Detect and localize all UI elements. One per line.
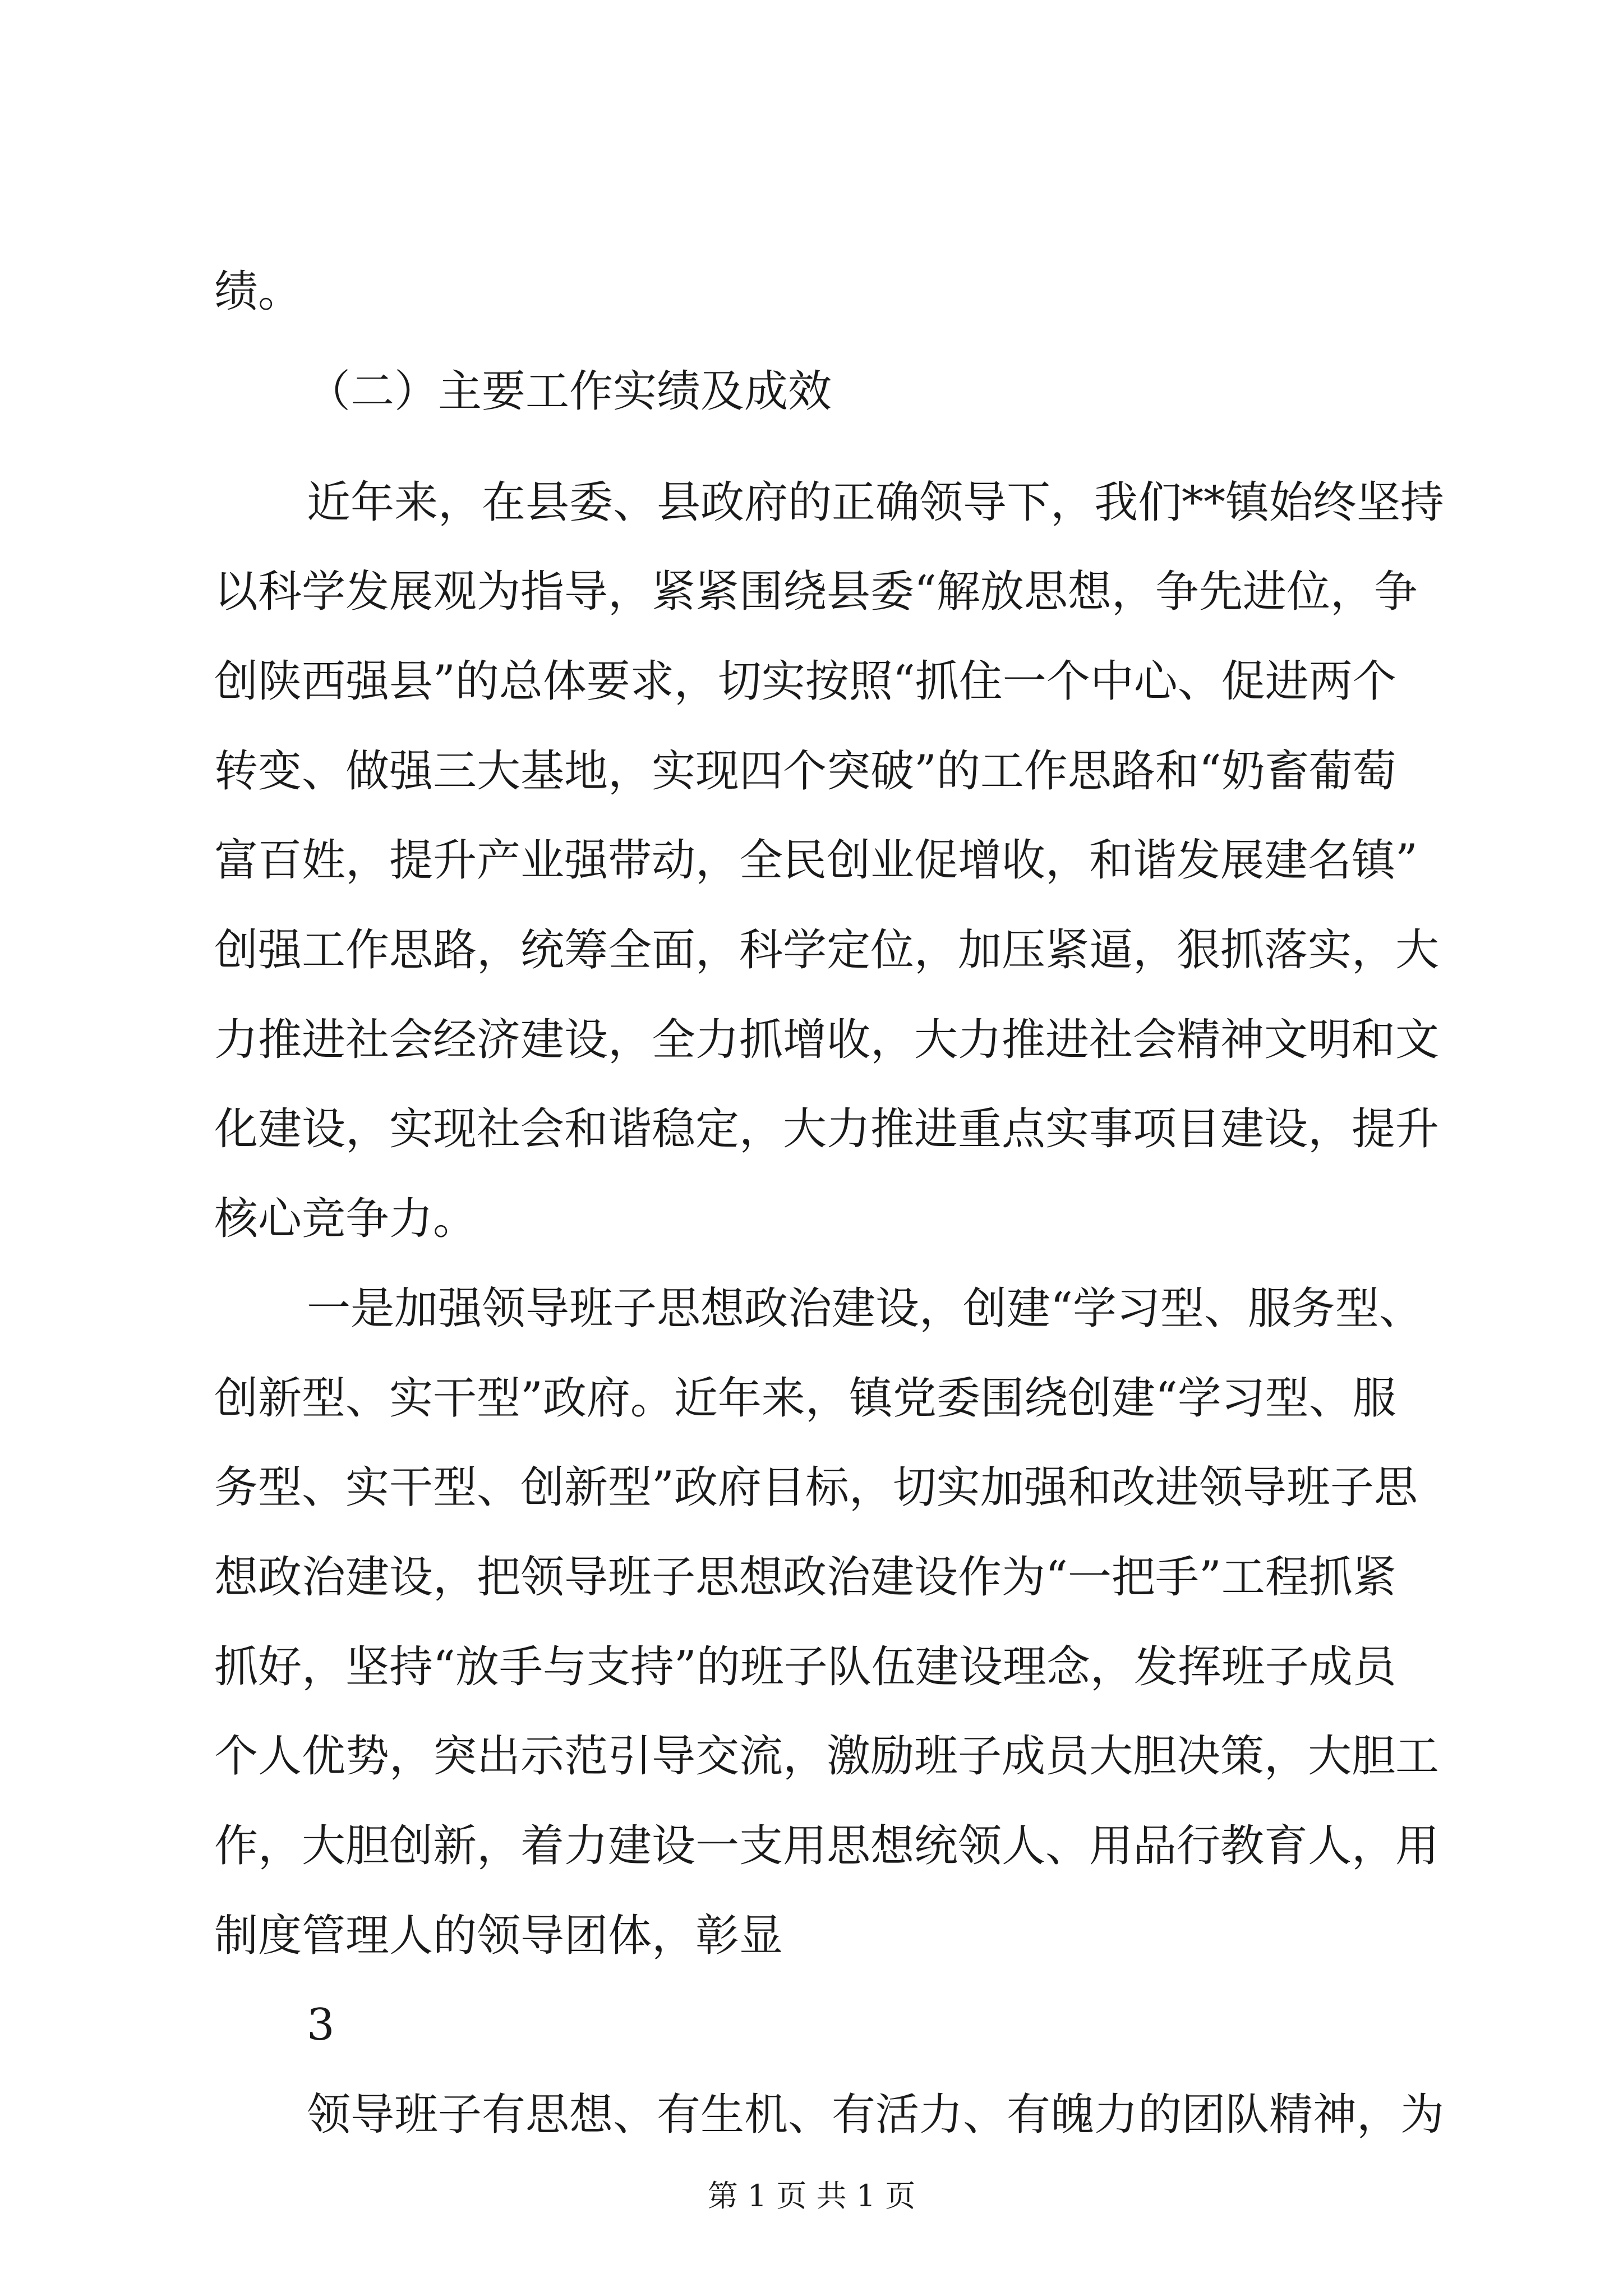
text-line: 创强工作思路，统筹全面，科学定位，加压紧逼，狠抓落实，大	[214, 925, 1440, 976]
text-line: 以科学发展观为指导，紧紧围绕县委“解放思想，争先进位，争	[214, 567, 1418, 617]
text-line: 力推进社会经济建设，全力抓增收，大力推进社会精神文明和文	[214, 1015, 1440, 1065]
page-footer: 第 1 页 共 1 页	[707, 2178, 916, 2214]
text-line: 抓好，坚持“放手与支持”的班子队伍建设理念，发挥班子成员	[214, 1642, 1396, 1692]
text-line: 近年来，在县委、县政府的正确领导下，我们**镇始终坚持	[307, 477, 1445, 528]
text-line: 转变、做强三大基地，实现四个突破”的工作思路和“奶畜葡萄	[214, 746, 1396, 797]
text-line: 绩。	[214, 266, 302, 317]
text-line: 个人优势，突出示范引导交流，激励班子成员大胆决策，大胆工	[214, 1731, 1440, 1782]
text-line: 创新型、实干型”政府。近年来，镇党委围绕创建“学习型、服	[214, 1373, 1396, 1424]
page-number-inline: 3	[307, 2000, 335, 2050]
text-line: 核心竞争力。	[214, 1194, 477, 1244]
text-line: 领导班子有思想、有生机、有活力、有魄力的团队精神，为	[307, 2090, 1445, 2140]
section-heading: （二）主要工作实绩及成效	[307, 366, 832, 417]
text-line: 制度管理人的领导团体，彰显	[214, 1911, 783, 1961]
text-line: 富百姓，提升产业强带动，全民创业促增收，和谐发展建名镇”	[214, 835, 1418, 886]
text-line: 想政治建设，把领导班子思想政治建设作为“一把手”工程抓紧	[214, 1552, 1396, 1603]
text-line: 务型、实干型、创新型”政府目标，切实加强和改进领导班子思	[214, 1462, 1418, 1513]
text-line: 作，大胆创新，着力建设一支用思想统领人、用品行教育人，用	[214, 1821, 1440, 1871]
text-line: 一是加强领导班子思想政治建设，创建“学习型、服务型、	[307, 1283, 1423, 1334]
text-line: 创陕西强县”的总体要求，切实按照“抓住一个中心、促进两个	[214, 656, 1396, 707]
text-line: 化建设，实现社会和谐稳定，大力推进重点实事项目建设，提升	[214, 1104, 1440, 1154]
